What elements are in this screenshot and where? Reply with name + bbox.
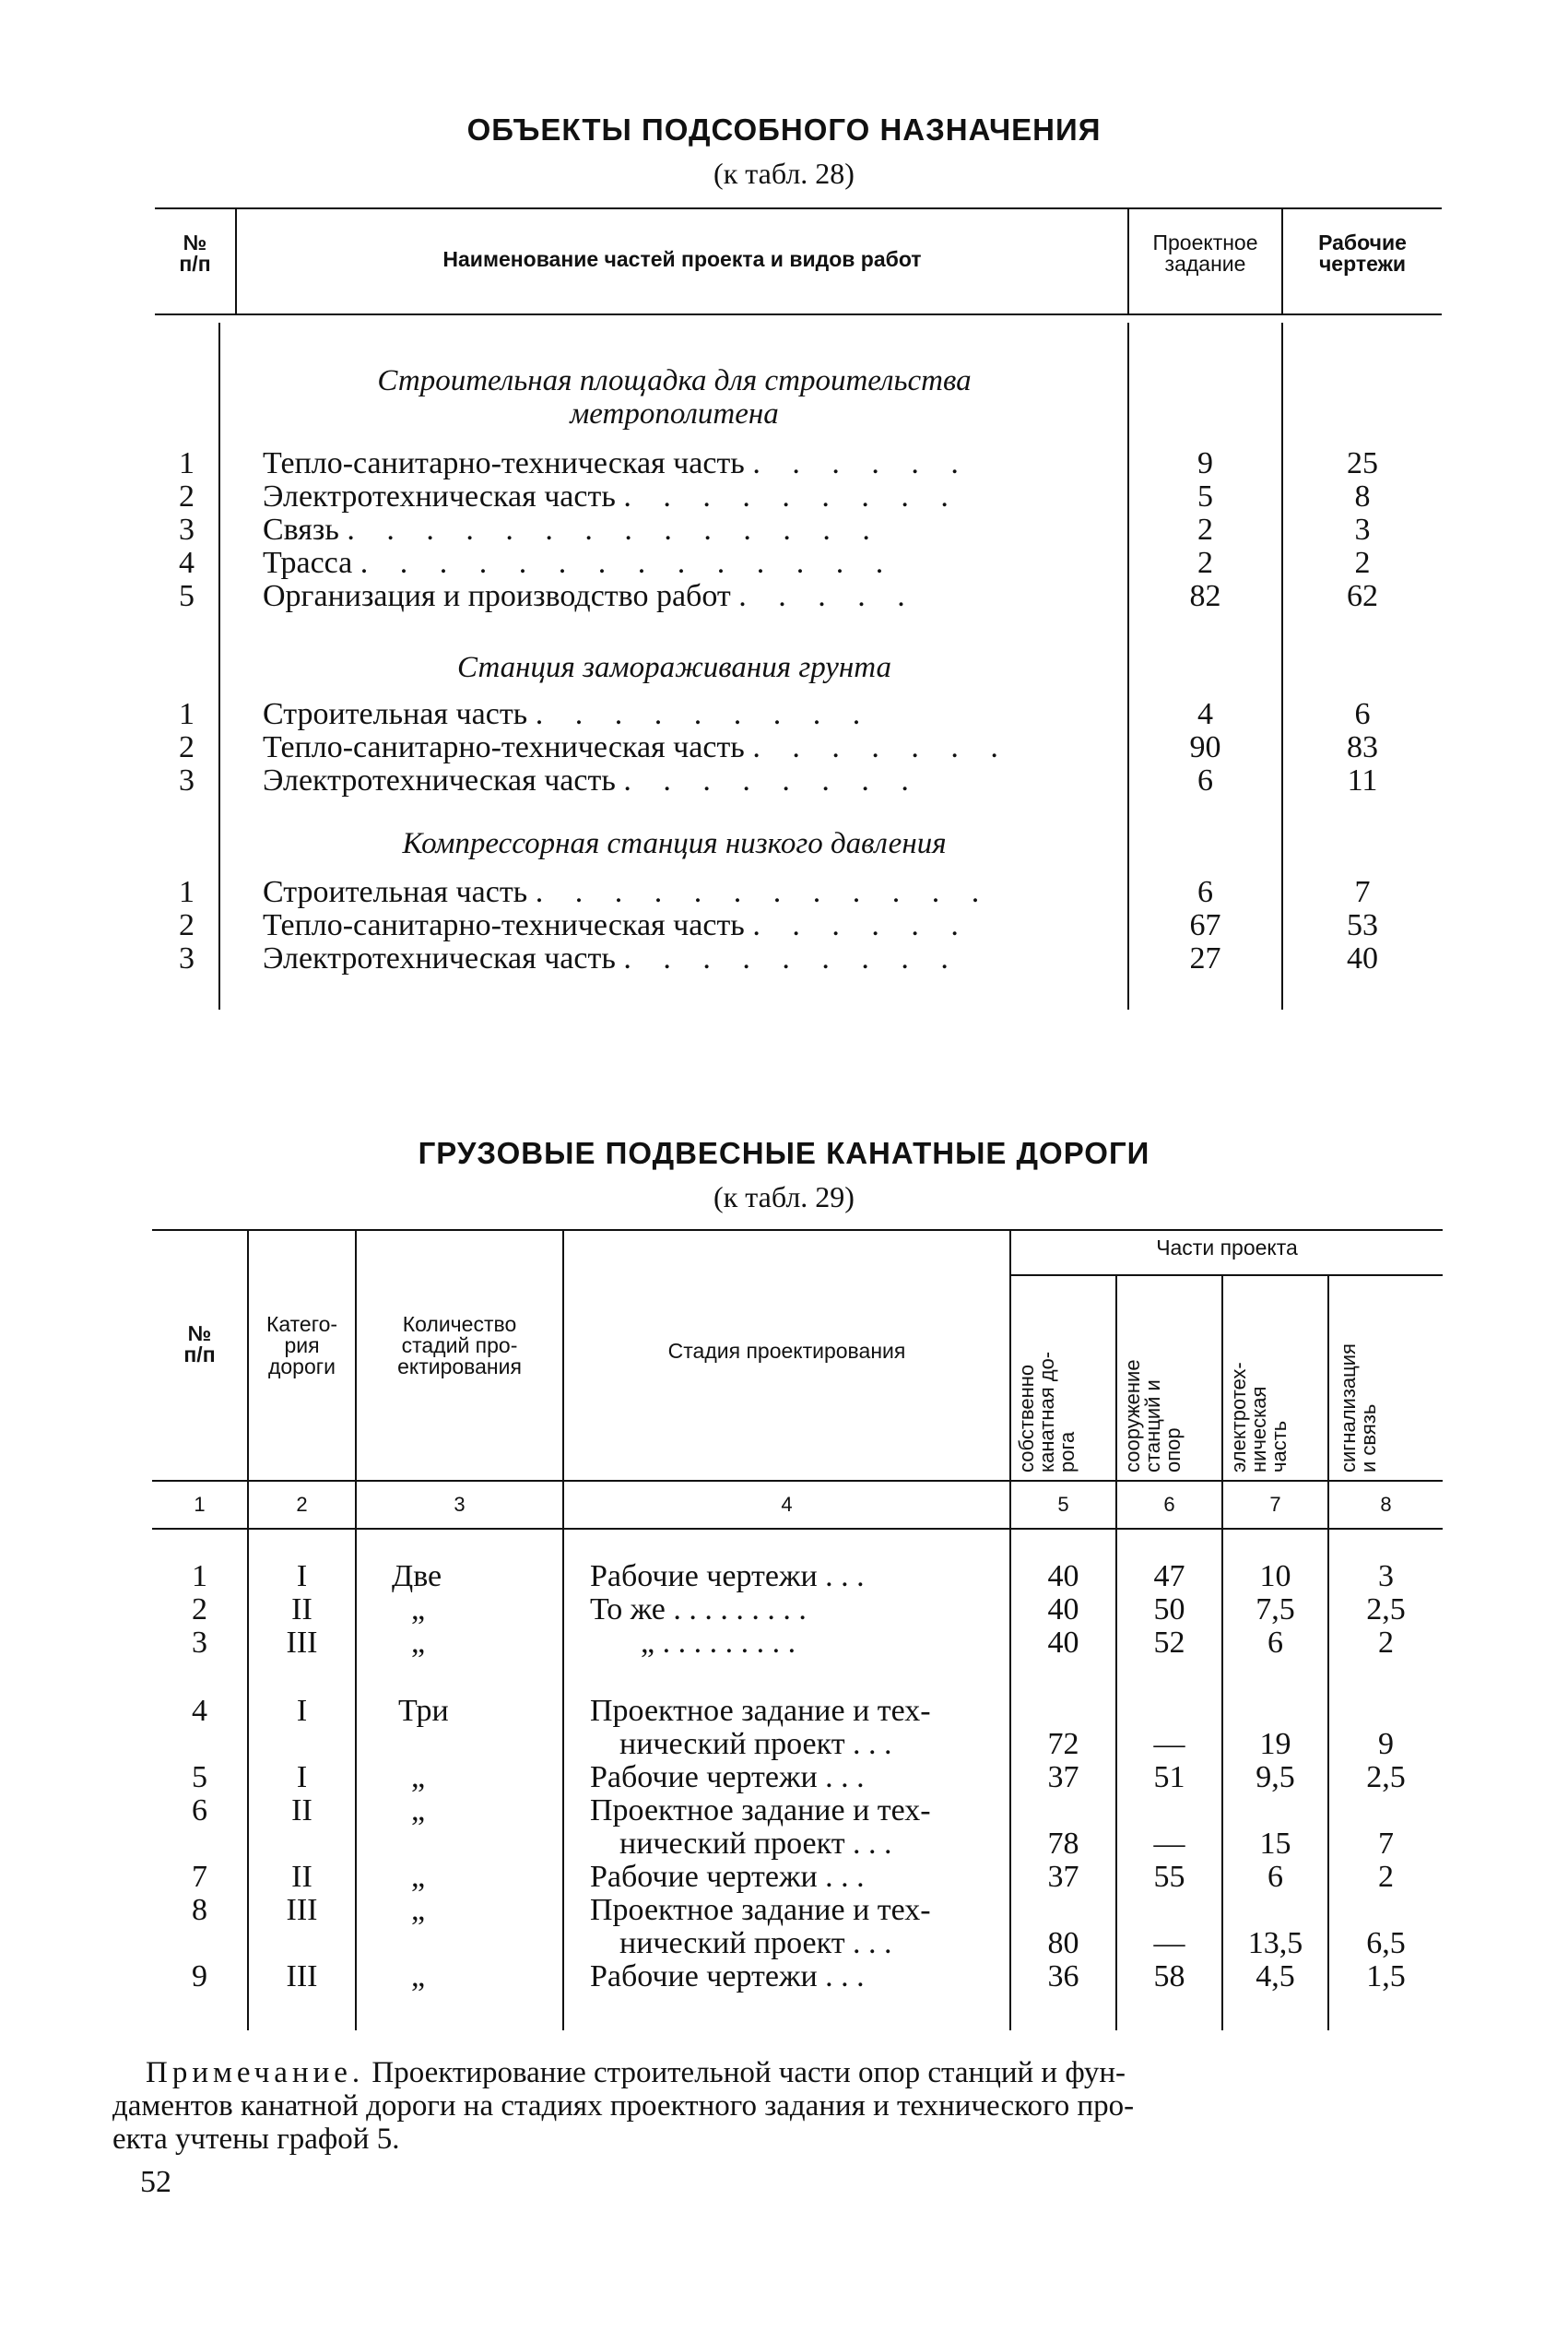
value-rope: 40 [1047,1626,1079,1660]
table2-parts-rule [1009,1274,1443,1276]
project-task-value: 90 [1189,730,1221,764]
road-category: III [286,1959,318,1993]
design-stage: Проектное задание и тех- [590,1893,931,1927]
row-number: 3 [179,513,195,547]
project-task-value: 2 [1197,546,1213,580]
value-electrical: 15 [1259,1827,1291,1861]
value-signaling: 6,5 [1366,1926,1406,1960]
table2-header-category: Катего- рия дороги [265,1312,338,1378]
table2-title: ГРУЗОВЫЕ ПОДВЕСНЫЕ КАНАТНЫЕ ДОРОГИ [418,1136,1150,1170]
value-rope: 37 [1047,1760,1079,1794]
table2-header-stages-count: Количество стадий про- ектирования [397,1312,522,1378]
table1-subtitle: (к табл. 28) [713,157,855,190]
row-number: 5 [179,579,195,613]
working-drawings-value: 11 [1347,763,1378,798]
value-signaling: 2,5 [1366,1760,1406,1794]
project-task-value: 4 [1197,697,1213,731]
project-task-value: 6 [1197,875,1213,909]
project-task-value: 67 [1189,908,1221,942]
road-category: III [286,1893,318,1927]
row-number: 2 [192,1592,207,1626]
row-name: Строительная часть . . . . . . . . . . . . [263,875,992,909]
row-number: 8 [192,1893,207,1927]
project-task-value: 9 [1197,446,1213,480]
row-number: 4 [179,546,195,580]
stages-count: „ [411,1893,426,1927]
note-label: Примечание. [146,2056,365,2089]
value-stations: 47 [1153,1559,1185,1593]
note-line: екта учтены графой 5. [112,2123,400,2156]
table1-title: ОБЪЕКТЫ ПОДСОБНОГО НАЗНАЧЕНИЯ [466,112,1102,147]
stages-count: „ [411,1592,426,1626]
value-electrical: 7,5 [1256,1592,1295,1626]
value-signaling: 1,5 [1366,1959,1406,1993]
value-rope: 36 [1047,1959,1079,1993]
value-signaling: 2,5 [1366,1592,1406,1626]
row-number: 3 [179,941,195,976]
value-electrical: 6 [1267,1626,1283,1660]
value-electrical: 6 [1267,1860,1283,1894]
value-stations: — [1153,1727,1185,1761]
table1-header-name: Наименование частей проекта и видов работ [442,247,922,271]
value-rope: 80 [1047,1926,1079,1960]
note-line: Проектирование строительной части опор станций и фун- [371,2056,1126,2089]
design-stage: То же . . . . . . . . . [590,1592,807,1626]
value-electrical: 13,5 [1247,1926,1303,1960]
stages-count: Три [398,1694,449,1728]
design-stage: нический проект . . . [619,1926,892,1960]
project-task-value: 82 [1189,579,1221,613]
column-number: 4 [781,1493,793,1516]
row-name: Тепло-санитарно-техническая часть . . . . . . [263,446,971,480]
note-line: даментов канатной дороги на стадиях проектного задания и технического про- [112,2089,1135,2123]
table2-col-sep [1009,1229,1011,1528]
table2-header-part-electrical: электротех- ническая часть [1227,1362,1291,1473]
design-stage: Проектное задание и тех- [590,1793,931,1827]
working-drawings-value: 8 [1354,479,1371,514]
table2-header-parts: Части проекта [1156,1236,1298,1260]
table2-col-sep [562,1229,564,1528]
row-name: Электротехническая часть . . . . . . . . . [263,479,961,514]
stages-count: „ [411,1959,426,1993]
value-rope: 37 [1047,1860,1079,1894]
row-number: 1 [179,697,195,731]
value-rope: 40 [1047,1559,1079,1593]
working-drawings-value: 53 [1347,908,1378,942]
table1-section-title: Станция замораживания грунта [456,651,892,684]
road-category: III [286,1626,318,1660]
table2-col-sep [562,1528,564,2030]
stages-count: Две [392,1559,442,1593]
working-drawings-value: 7 [1354,875,1371,909]
table1-section-title: Компрессорная станция низкого давления [402,827,947,860]
table1-header-working-drawings: Рабочие чертежи [1318,231,1407,276]
table2-header-num: № п/п [183,1321,216,1366]
row-name: Строительная часть . . . . . . . . . [263,697,873,731]
table1-col-sep [218,323,220,1010]
row-number: 2 [179,730,195,764]
row-name: Тепло-санитарно-техническая часть . . . . . . [263,908,971,942]
working-drawings-value: 3 [1354,513,1371,547]
working-drawings-value: 6 [1354,697,1371,731]
row-name: Связь . . . . . . . . . . . . . . [263,513,882,547]
project-task-value: 5 [1197,479,1213,514]
value-stations: 52 [1153,1626,1185,1660]
table2-header-part-stations: сооружение станций и опор [1121,1359,1185,1473]
row-name: Тепло-санитарно-техническая часть . . . . . . . [263,730,1010,764]
row-number: 7 [192,1860,207,1894]
column-number: 7 [1269,1493,1281,1516]
table2-colnum-rule [152,1528,1443,1530]
row-number: 1 [179,875,195,909]
value-signaling: 3 [1378,1559,1394,1593]
row-number: 2 [179,908,195,942]
row-number: 3 [192,1626,207,1660]
working-drawings-value: 2 [1354,546,1371,580]
value-rope: 40 [1047,1592,1079,1626]
value-stations: — [1153,1827,1185,1861]
column-number: 6 [1163,1493,1175,1516]
table1-top-rule [155,207,1442,209]
row-number: 6 [192,1793,207,1827]
table2-col-sep [1221,1274,1223,1528]
table2-col-sep [355,1528,357,2030]
table2-col-sep [1115,1274,1117,1528]
table1-header-project-task: Проектное задание [1152,231,1258,276]
stages-count: „ [411,1860,426,1894]
design-stage: Рабочие чертежи . . . [590,1760,865,1794]
table2-col-sep [1327,1274,1329,1528]
table1-section-title: Строительная площадка для строительства метрополитена [377,364,972,431]
value-electrical: 9,5 [1256,1760,1295,1794]
value-electrical: 10 [1259,1559,1291,1593]
table2-header-part-rope: собственно канатная до- рога [1015,1351,1079,1473]
table2-header-stage: Стадия проектирования [667,1339,906,1363]
row-name: Электротехническая часть . . . . . . . . . [263,941,961,976]
row-number: 3 [179,763,195,798]
table2-header-part-signaling: сигнализация и связь [1337,1343,1380,1473]
table2-top-rule [152,1229,1443,1231]
design-stage: Рабочие чертежи . . . [590,1559,865,1593]
page-number: 52 [140,2165,171,2199]
working-drawings-value: 62 [1347,579,1378,613]
road-category: I [296,1694,308,1728]
column-number: 8 [1380,1493,1392,1516]
working-drawings-value: 25 [1347,446,1378,480]
stages-count: „ [411,1760,426,1794]
column-number: 3 [454,1493,466,1516]
table2-col-sep [355,1229,357,1528]
column-number: 2 [296,1493,308,1516]
design-stage: нический проект . . . [619,1727,892,1761]
design-stage: Рабочие чертежи . . . [590,1860,865,1894]
table2-header-rule [152,1480,1443,1482]
table1-header-rule [155,313,1442,315]
value-rope: 72 [1047,1727,1079,1761]
design-stage: Рабочие чертежи . . . [590,1959,865,1993]
value-signaling: 2 [1378,1860,1394,1894]
value-signaling: 9 [1378,1727,1394,1761]
design-stage: нический проект . . . [619,1827,892,1861]
row-name: Электротехническая часть . . . . . . . . [263,763,921,798]
column-number: 5 [1057,1493,1069,1516]
row-number: 5 [192,1760,207,1794]
working-drawings-value: 40 [1347,941,1378,976]
row-number: 1 [192,1559,207,1593]
value-stations: 50 [1153,1592,1185,1626]
row-number: 1 [179,446,195,480]
table2-col-sep [247,1229,249,1528]
row-number: 4 [192,1694,207,1728]
stages-count: „ [411,1793,426,1827]
value-signaling: 7 [1378,1827,1394,1861]
road-category: II [291,1860,312,1894]
road-category: I [296,1559,308,1593]
table1-header-num: № п/п [179,231,211,276]
value-stations: 51 [1153,1760,1185,1794]
road-category: II [291,1793,312,1827]
design-stage: „ . . . . . . . . . [641,1626,796,1660]
road-category: I [296,1760,308,1794]
row-number: 9 [192,1959,207,1993]
row-number: 2 [179,479,195,514]
project-task-value: 6 [1197,763,1213,798]
table2-note [146,2056,1436,2089]
row-name: Трасса . . . . . . . . . . . . . . [263,546,896,580]
value-electrical: 4,5 [1256,1959,1295,1993]
value-stations: 55 [1153,1860,1185,1894]
working-drawings-value: 83 [1347,730,1378,764]
stages-count: „ [411,1626,426,1660]
value-signaling: 2 [1378,1626,1394,1660]
value-electrical: 19 [1259,1727,1291,1761]
row-name: Организация и производство работ . . . . . [263,579,917,613]
value-rope: 78 [1047,1827,1079,1861]
road-category: II [291,1592,312,1626]
table2-subtitle: (к табл. 29) [713,1180,855,1213]
value-stations: 58 [1153,1959,1185,1993]
project-task-value: 27 [1189,941,1221,976]
design-stage: Проектное задание и тех- [590,1694,931,1728]
value-stations: — [1153,1926,1185,1960]
project-task-value: 2 [1197,513,1213,547]
column-number: 1 [194,1493,206,1516]
